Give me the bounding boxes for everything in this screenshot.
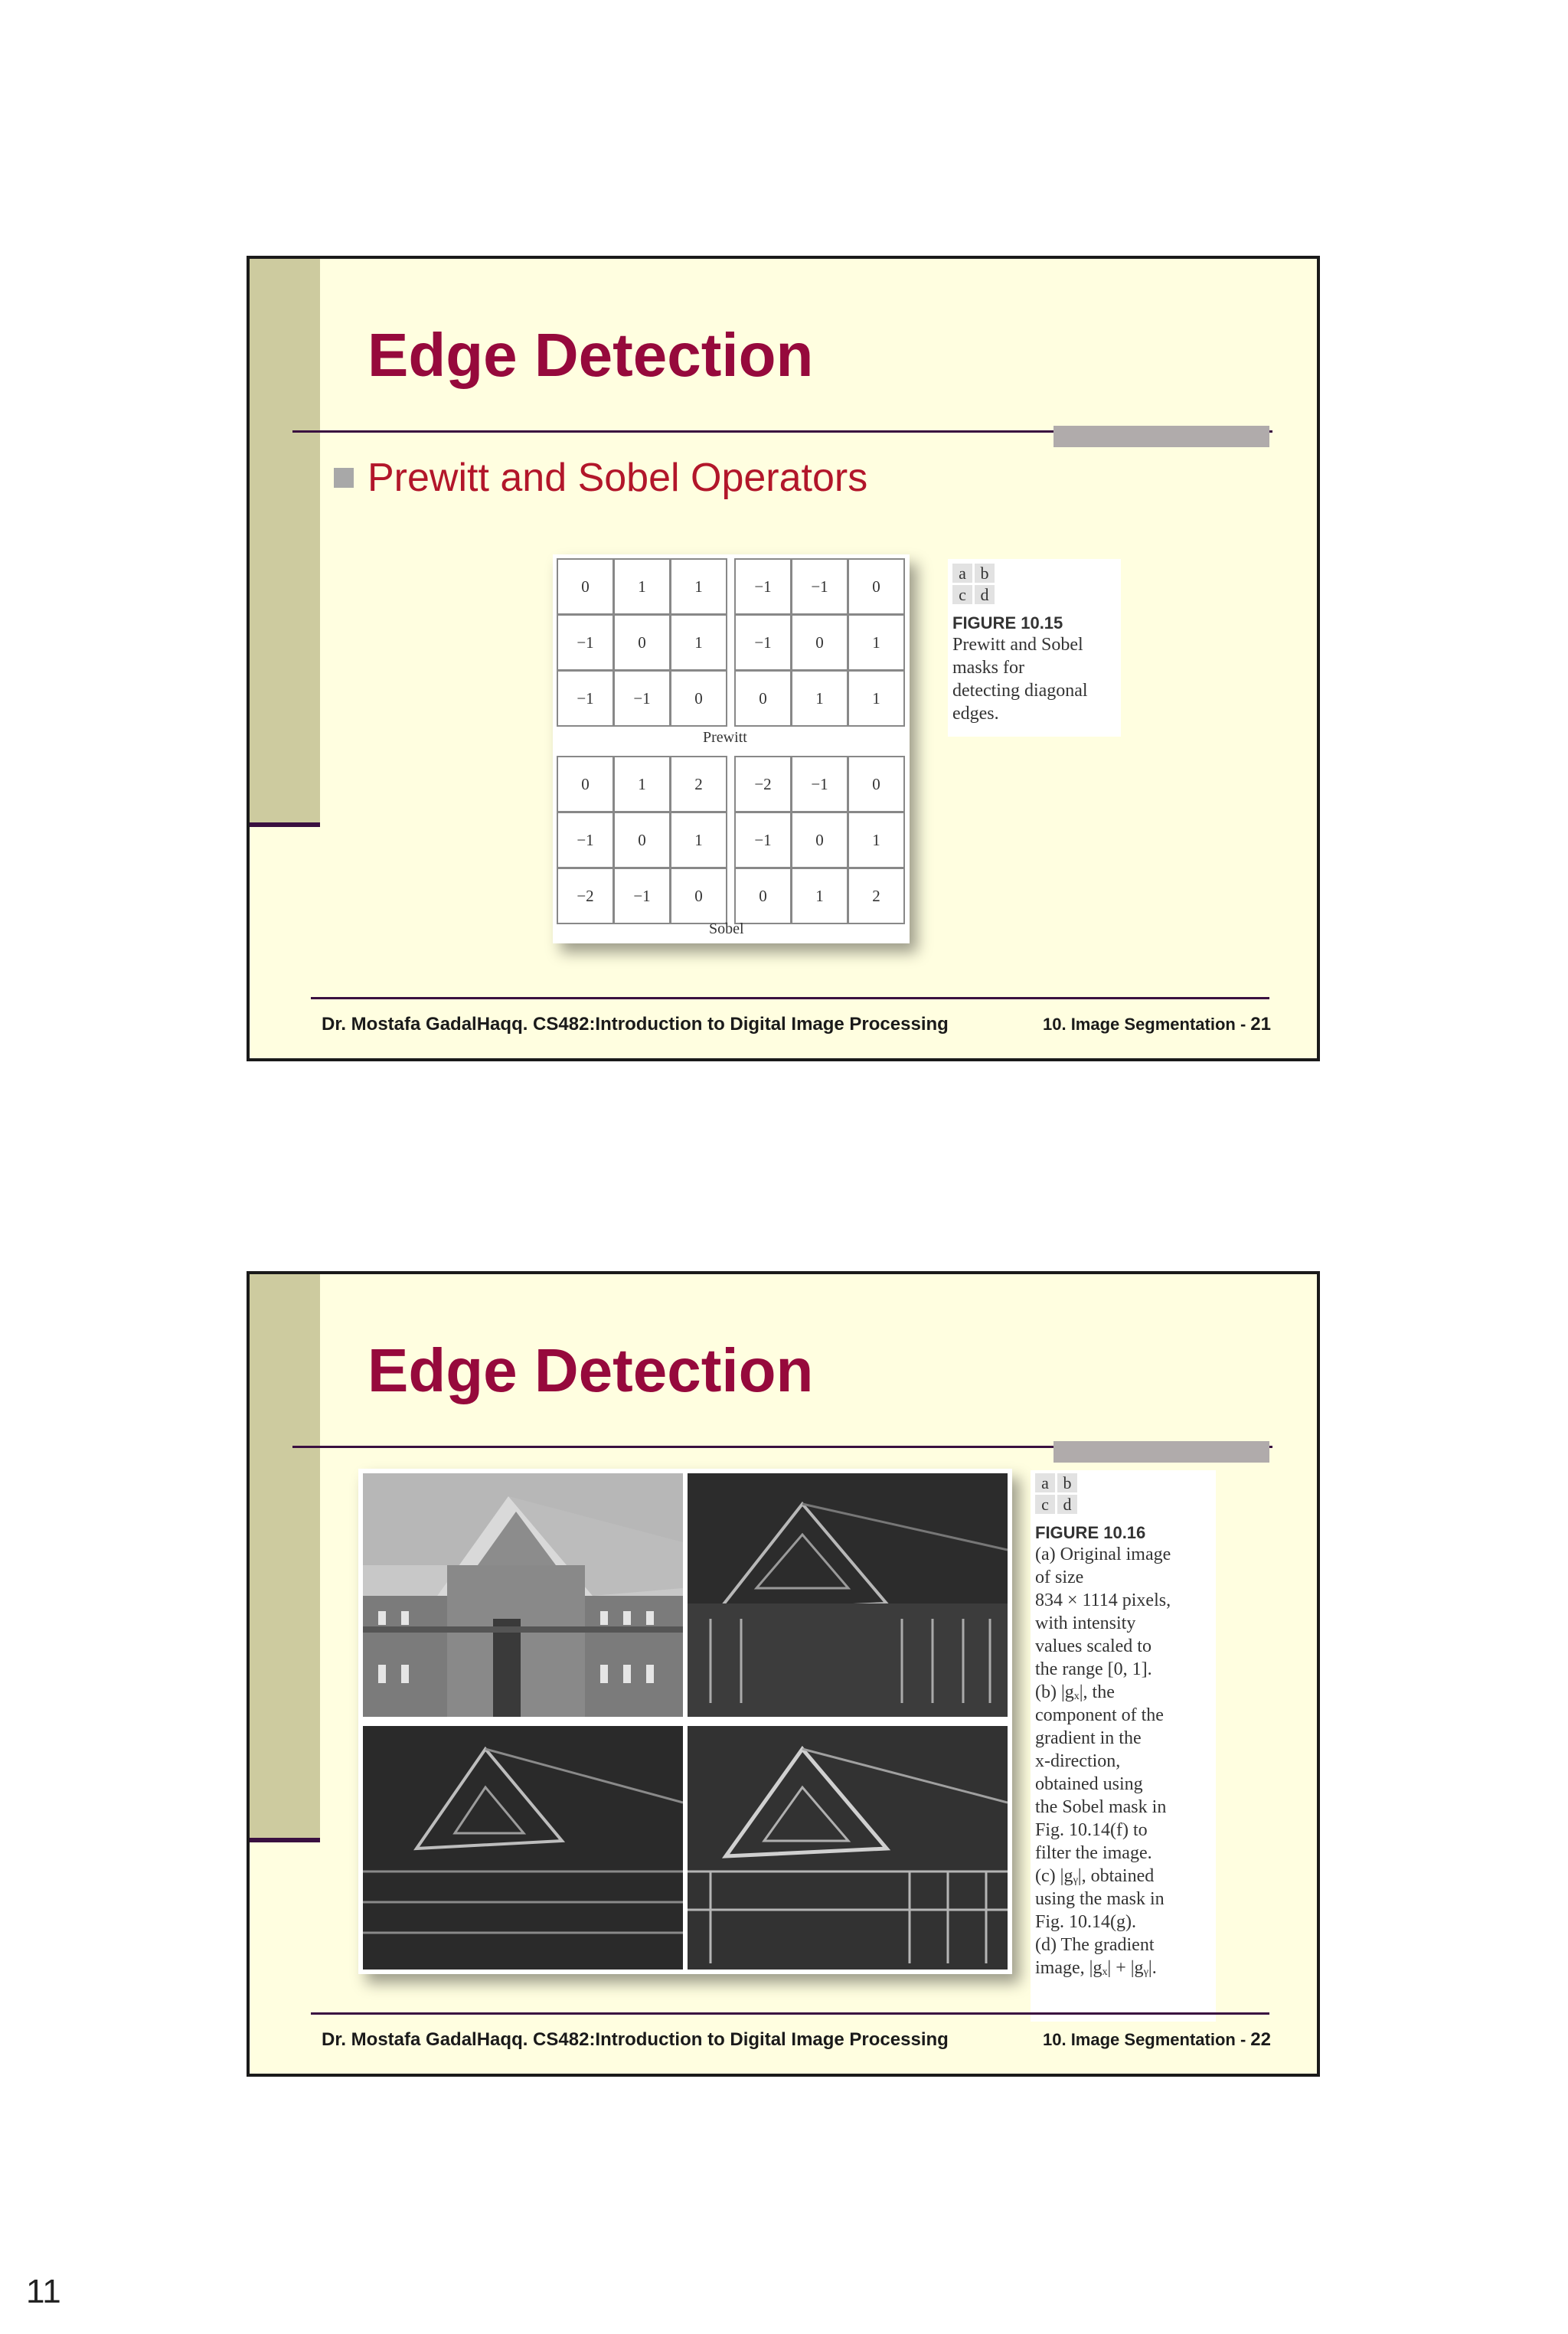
mask-cell: 0 [734,868,792,924]
prewitt-mask-1 [557,559,727,727]
prewitt-label: Prewitt [703,729,747,746]
caption-line: edges. [952,704,999,724]
caption-line: Fig. 10.14(g). [1035,1912,1136,1932]
footer-section [1043,1014,1271,1035]
caption-line: of size [1035,1567,1084,1587]
photo-gradient [688,1726,1008,1970]
mask-cell: 1 [791,868,848,924]
mask-cell: −2 [557,868,614,924]
mask-cell: −1 [734,812,792,868]
prewitt-mask-2 [735,559,905,727]
panel-key-d: d [1057,1495,1077,1514]
photo-gy [363,1726,683,1970]
mask-cell: 2 [848,868,905,924]
building-photo-figure [358,1469,1012,1974]
caption-line: (c) |gᵧ|, obtained [1035,1866,1155,1886]
panel-key-a: a [952,564,972,583]
caption-line: the Sobel mask in [1035,1797,1167,1817]
page-number: 11 [26,2273,61,2310]
caption-line: masks for [952,658,1024,678]
mask-cell: 1 [670,614,727,671]
caption-line: obtained using [1035,1774,1143,1794]
caption-line: the range [0, 1]. [1035,1659,1152,1679]
caption-line: component of the [1035,1705,1164,1725]
footer-course-credit: Dr. Mostafa GadalHaqq. CS482:Introduction to Digital Image Processing [322,2029,949,2050]
caption-line: with intensity [1035,1613,1136,1633]
slide-title: Edge Detection [368,321,814,389]
sobel-mask-2 [735,757,905,924]
caption-line: filter the image. [1035,1843,1152,1863]
slide-number: 22 [1250,2029,1271,2050]
panel-key [952,564,1116,604]
photo-gx [688,1473,1008,1717]
panel-key-a: a [1035,1473,1055,1492]
caption-line: (a) Original image [1035,1545,1171,1564]
mask-cell: 1 [670,558,727,615]
caption-line: image, |gₓ| + |gᵧ|. [1035,1958,1157,1978]
caption-line: using the mask in [1035,1889,1165,1909]
mask-cell: 1 [848,670,905,727]
building-original-image [363,1473,683,1717]
mask-cell: 0 [670,670,727,727]
slide-title: Edge Detection [368,1336,814,1404]
mask-cell: −1 [734,614,792,671]
mask-cell: 0 [734,670,792,727]
mask-cell: −1 [613,868,671,924]
caption-line: 834 × 1114 pixels, [1035,1590,1171,1610]
mask-cell: 0 [613,812,671,868]
caption-line: detecting diagonal [952,681,1088,701]
figure-caption [948,559,1121,737]
caption-line: x-direction, [1035,1751,1121,1771]
caption-line: (b) |gₓ|, the [1035,1682,1115,1702]
panel-key-c: c [1035,1495,1055,1514]
panel-key-c: c [952,585,972,604]
bullet-text: Prewitt and Sobel Operators [368,456,868,500]
mask-cell: 0 [791,812,848,868]
footer-section-label: 10. Image Segmentation - [1043,2030,1246,2049]
mask-cell: 2 [670,756,727,812]
sidebar-divider [250,1838,320,1842]
sidebar-divider [250,822,320,827]
footer-rule [311,2012,1269,2015]
caption-line: Fig. 10.14(f) to [1035,1820,1148,1840]
figure-label: FIGURE 10.15 [952,613,1063,633]
slide-22 [247,1271,1320,2077]
mask-cell: −1 [557,614,614,671]
mask-cell: −1 [557,670,614,727]
panel-key-b: b [1057,1473,1077,1492]
mask-cell: −1 [791,756,848,812]
panel-key-b: b [975,564,995,583]
caption-line: Prewitt and Sobel [952,635,1083,655]
slide-sidebar [250,1274,320,1842]
mask-cell: 1 [613,558,671,615]
footer-rule [311,997,1269,999]
mask-figure [553,554,910,943]
caption-line: (d) The gradient [1035,1935,1155,1955]
figure-caption [1031,1470,1216,2022]
footer-course-credit: Dr. Mostafa GadalHaqq. CS482:Introduction to Digital Image Processing [322,1014,949,1035]
slide-number: 21 [1250,1014,1271,1035]
mask-cell: 0 [791,614,848,671]
mask-cell: −1 [557,812,614,868]
title-accent-bar [1054,426,1269,447]
panel-key-d: d [975,585,995,604]
caption-line: gradient in the [1035,1728,1142,1748]
mask-cell: −2 [734,756,792,812]
mask-cell: 0 [670,868,727,924]
building-gx-image [688,1473,1008,1717]
building-gy-image [363,1726,683,1970]
mask-cell: 0 [557,558,614,615]
title-accent-bar [1054,1441,1269,1463]
mask-cell: 1 [848,614,905,671]
slide-sidebar [250,259,320,827]
photo-original [363,1473,683,1717]
mask-cell: 0 [557,756,614,812]
building-gradient-image [688,1726,1008,1970]
figure-label: FIGURE 10.16 [1035,1523,1146,1542]
mask-cell: 1 [848,812,905,868]
sobel-label: Sobel [709,920,744,937]
footer-section [1043,2029,1271,2051]
mask-cell: −1 [613,670,671,727]
square-bullet-icon [334,468,354,488]
mask-cell: 0 [848,756,905,812]
caption-line: values scaled to [1035,1636,1152,1656]
mask-cell: 1 [670,812,727,868]
slide-21 [247,256,1320,1061]
bullet-item [334,455,867,501]
sobel-mask-1 [557,757,727,924]
mask-cell: 0 [613,614,671,671]
mask-cell: −1 [734,558,792,615]
footer-section-label: 10. Image Segmentation - [1043,1015,1246,1034]
mask-cell: 1 [791,670,848,727]
mask-cell: 0 [848,558,905,615]
mask-cell: −1 [791,558,848,615]
mask-cell: 1 [613,756,671,812]
panel-key [1035,1473,1211,1514]
